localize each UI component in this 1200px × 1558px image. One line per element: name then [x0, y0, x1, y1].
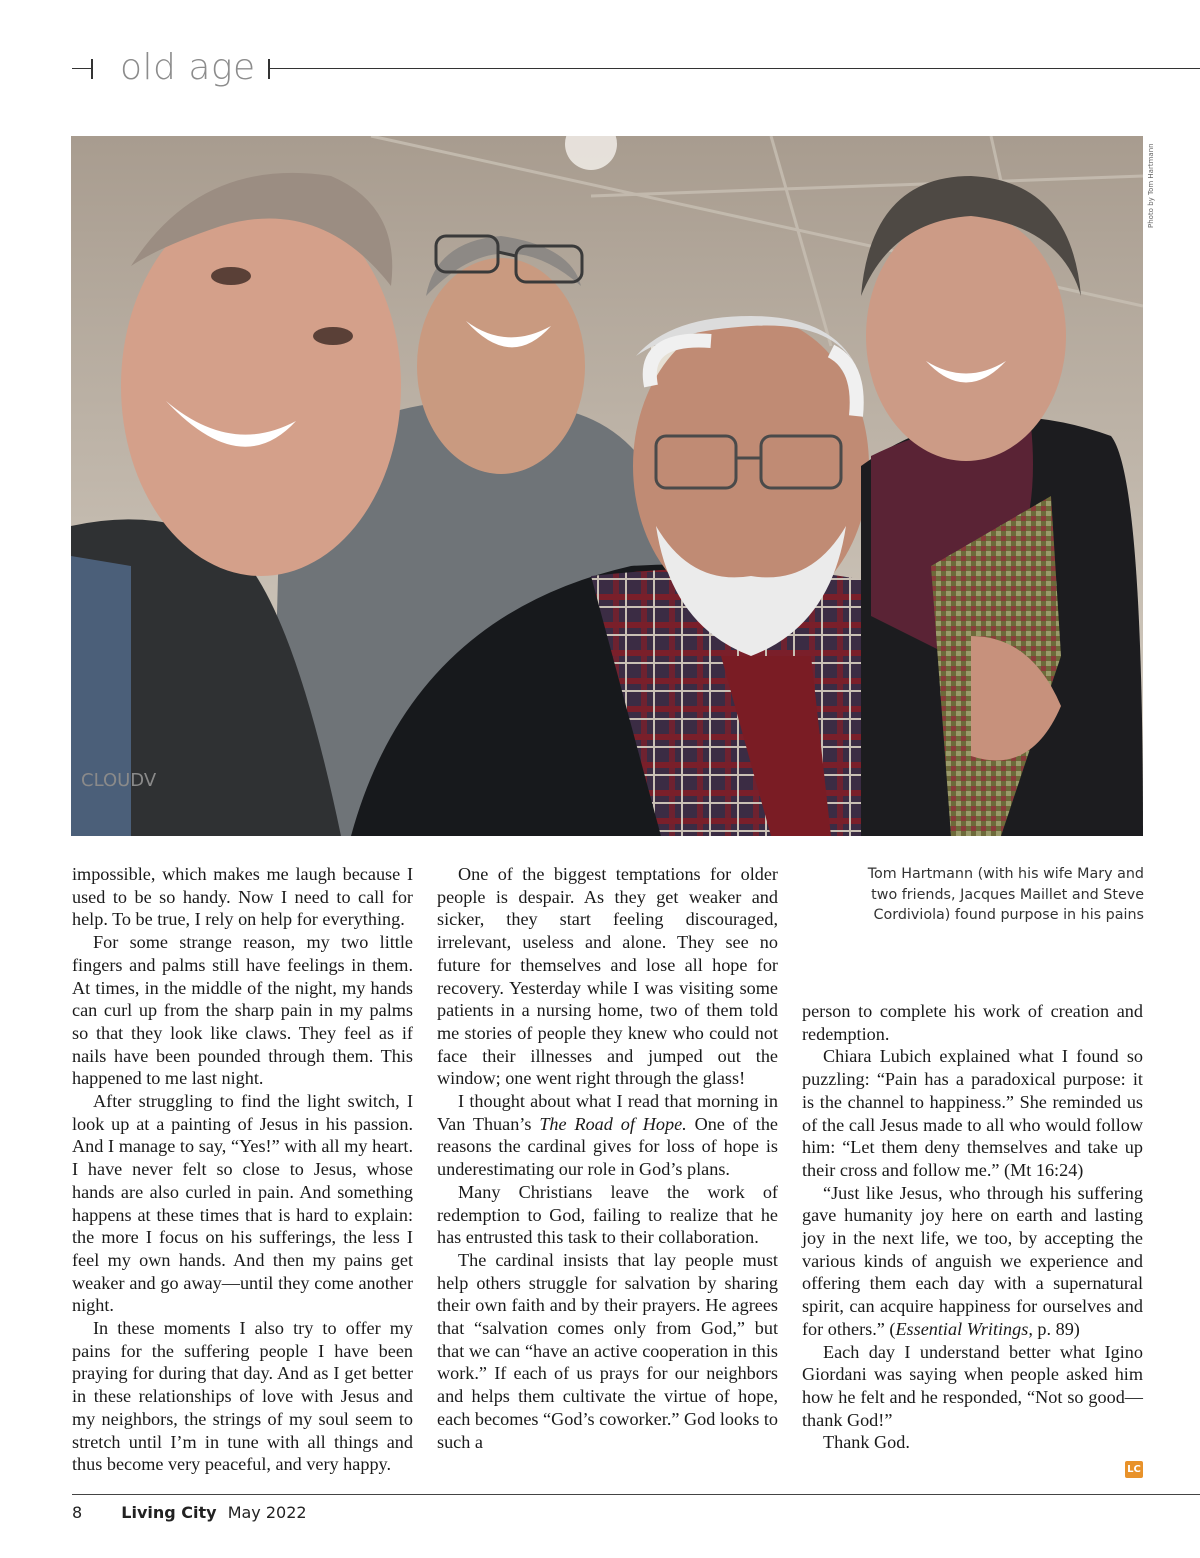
page-number: 8: [72, 1503, 83, 1522]
header-rule-right: [270, 68, 1200, 69]
photo-credit: [1147, 136, 1157, 231]
photo-caption: Tom Hartmann (with his wife Mary and two friends, Jacques Maillet and Steve Cordiviola) found purpose in his pains: [867, 866, 1144, 923]
paragraph: [802, 1182, 1143, 1341]
paragraph: The cardinal insists that lay people must help others struggle for salvation by sharing their own faith and by their prayers. He agrees that “salvation comes only from God,” but that we can “have an active cooperation in this work.” If each of us prays for our neighbors and helps them cultivate the virtue of hope, each becomes “God’s coworker.” God looks to such a: [437, 1249, 778, 1452]
article-column-3: [802, 1000, 1143, 1454]
page-footer: [72, 1501, 307, 1525]
jacket-logo-text: CLOUDV: [81, 770, 157, 791]
header-rule-left: [72, 68, 92, 69]
book-title: The Road of Hope.: [539, 1113, 687, 1134]
article-column-2: [437, 863, 778, 1453]
footer-rule: [72, 1494, 1200, 1495]
book-title: Essential Writings,: [895, 1318, 1033, 1339]
paragraph: In these moments I also try to offer my pains for the suffering people I have been praying for during that day. And as I get better in these relationships of love with Jesus and my neighbors, the strings of my soul seem to stretch until I’m in tune with all things and thus become very peaceful, and very happy.: [72, 1318, 413, 1475]
issue-date: May 2022: [227, 1503, 307, 1522]
magazine-name: Living City: [121, 1503, 217, 1522]
paragraph: person to complete his work of creation and redemption.: [802, 1001, 1143, 1044]
paragraph-text: I thought about what I read that morning in Van Thuan’s: [437, 1091, 778, 1134]
paragraph: After struggling to find the light switch, I look up at a painting of Jesus in his passion. And I manage to say, “Yes!” with all my heart. I have never felt so close to Jesus, whose hands are also curled in pain. And something happens at these times that is hard to explain: the more I focus on his sufferings, the less I feel my own hands. And then my pains get weaker and go away—until they come another night.: [72, 1091, 413, 1316]
group-photo: [71, 136, 1143, 836]
paragraph: One of the biggest temptations for older people is despair. As they get weaker and sicker, they start feeling discouraged, irrelevant, useless and alone. They see no future for themselves and lose all hope for recovery. Yesterday while I was visiting some patients in a nursing home, two of them told me stories of people they knew who could not face their illnesses and jumped out the window; one went right through the glass!: [437, 864, 778, 1089]
group-photo-illustration: [71, 136, 1143, 836]
paragraph-text: “Just like Jesus, who through his suffering gave humanity joy here on earth and lasting joy in the next life, we too, by accepting the various kinds of anguish we experience and offering them each day with a supernatural spirit, can acquire happiness for ourselves and for others.” (: [802, 1182, 1143, 1339]
paragraph: For some strange reason, my two little fingers and palms still have feelings in them. At times, in the middle of the night, my hands can curl up from the sharp pain in my palms so that they look like claws. They feel as if nails have been pounded through them. This happened to me last night.: [72, 932, 413, 1089]
header-tick-right: [268, 59, 270, 79]
paragraph: Thank God.: [823, 1432, 910, 1453]
header-tick-left: [91, 59, 93, 79]
paragraph: Many Christians leave the work of redemption to God, failing to realize that he has entrusted this task to their collaboration.: [437, 1181, 778, 1248]
section-title: old age: [120, 47, 256, 88]
paragraph: Chiara Lubich explained what I found so puzzling: “Pain has a paradoxical purpose: it is the channel to happiness.” She reminded us of the call Jesus made to all who would follow him: “Let them deny themselves and take up their cross and follow me.” (Mt 16:24): [802, 1046, 1143, 1180]
paragraph: [437, 1090, 778, 1181]
section-header: [0, 40, 1200, 96]
paragraph: Each day I understand better what Igino Giordani was saying when people asked him how he felt and he responded, “Not so good—thank God!”: [802, 1341, 1143, 1430]
photo-credit-text: Photo by Tom Hartmann: [1147, 143, 1155, 228]
paragraph-text: p. 89): [1032, 1318, 1080, 1339]
paragraph: impossible, which makes me laugh because I used to be so handy. Now I need to call for help. To be true, I rely on help for everything.: [72, 864, 413, 930]
paragraph-text: One of the reasons the cardinal gives for loss of hope is underestimating our role in God’s plans.: [437, 1113, 778, 1180]
article-column-1: [72, 863, 413, 1476]
end-of-article-icon: LC: [1125, 1461, 1143, 1478]
